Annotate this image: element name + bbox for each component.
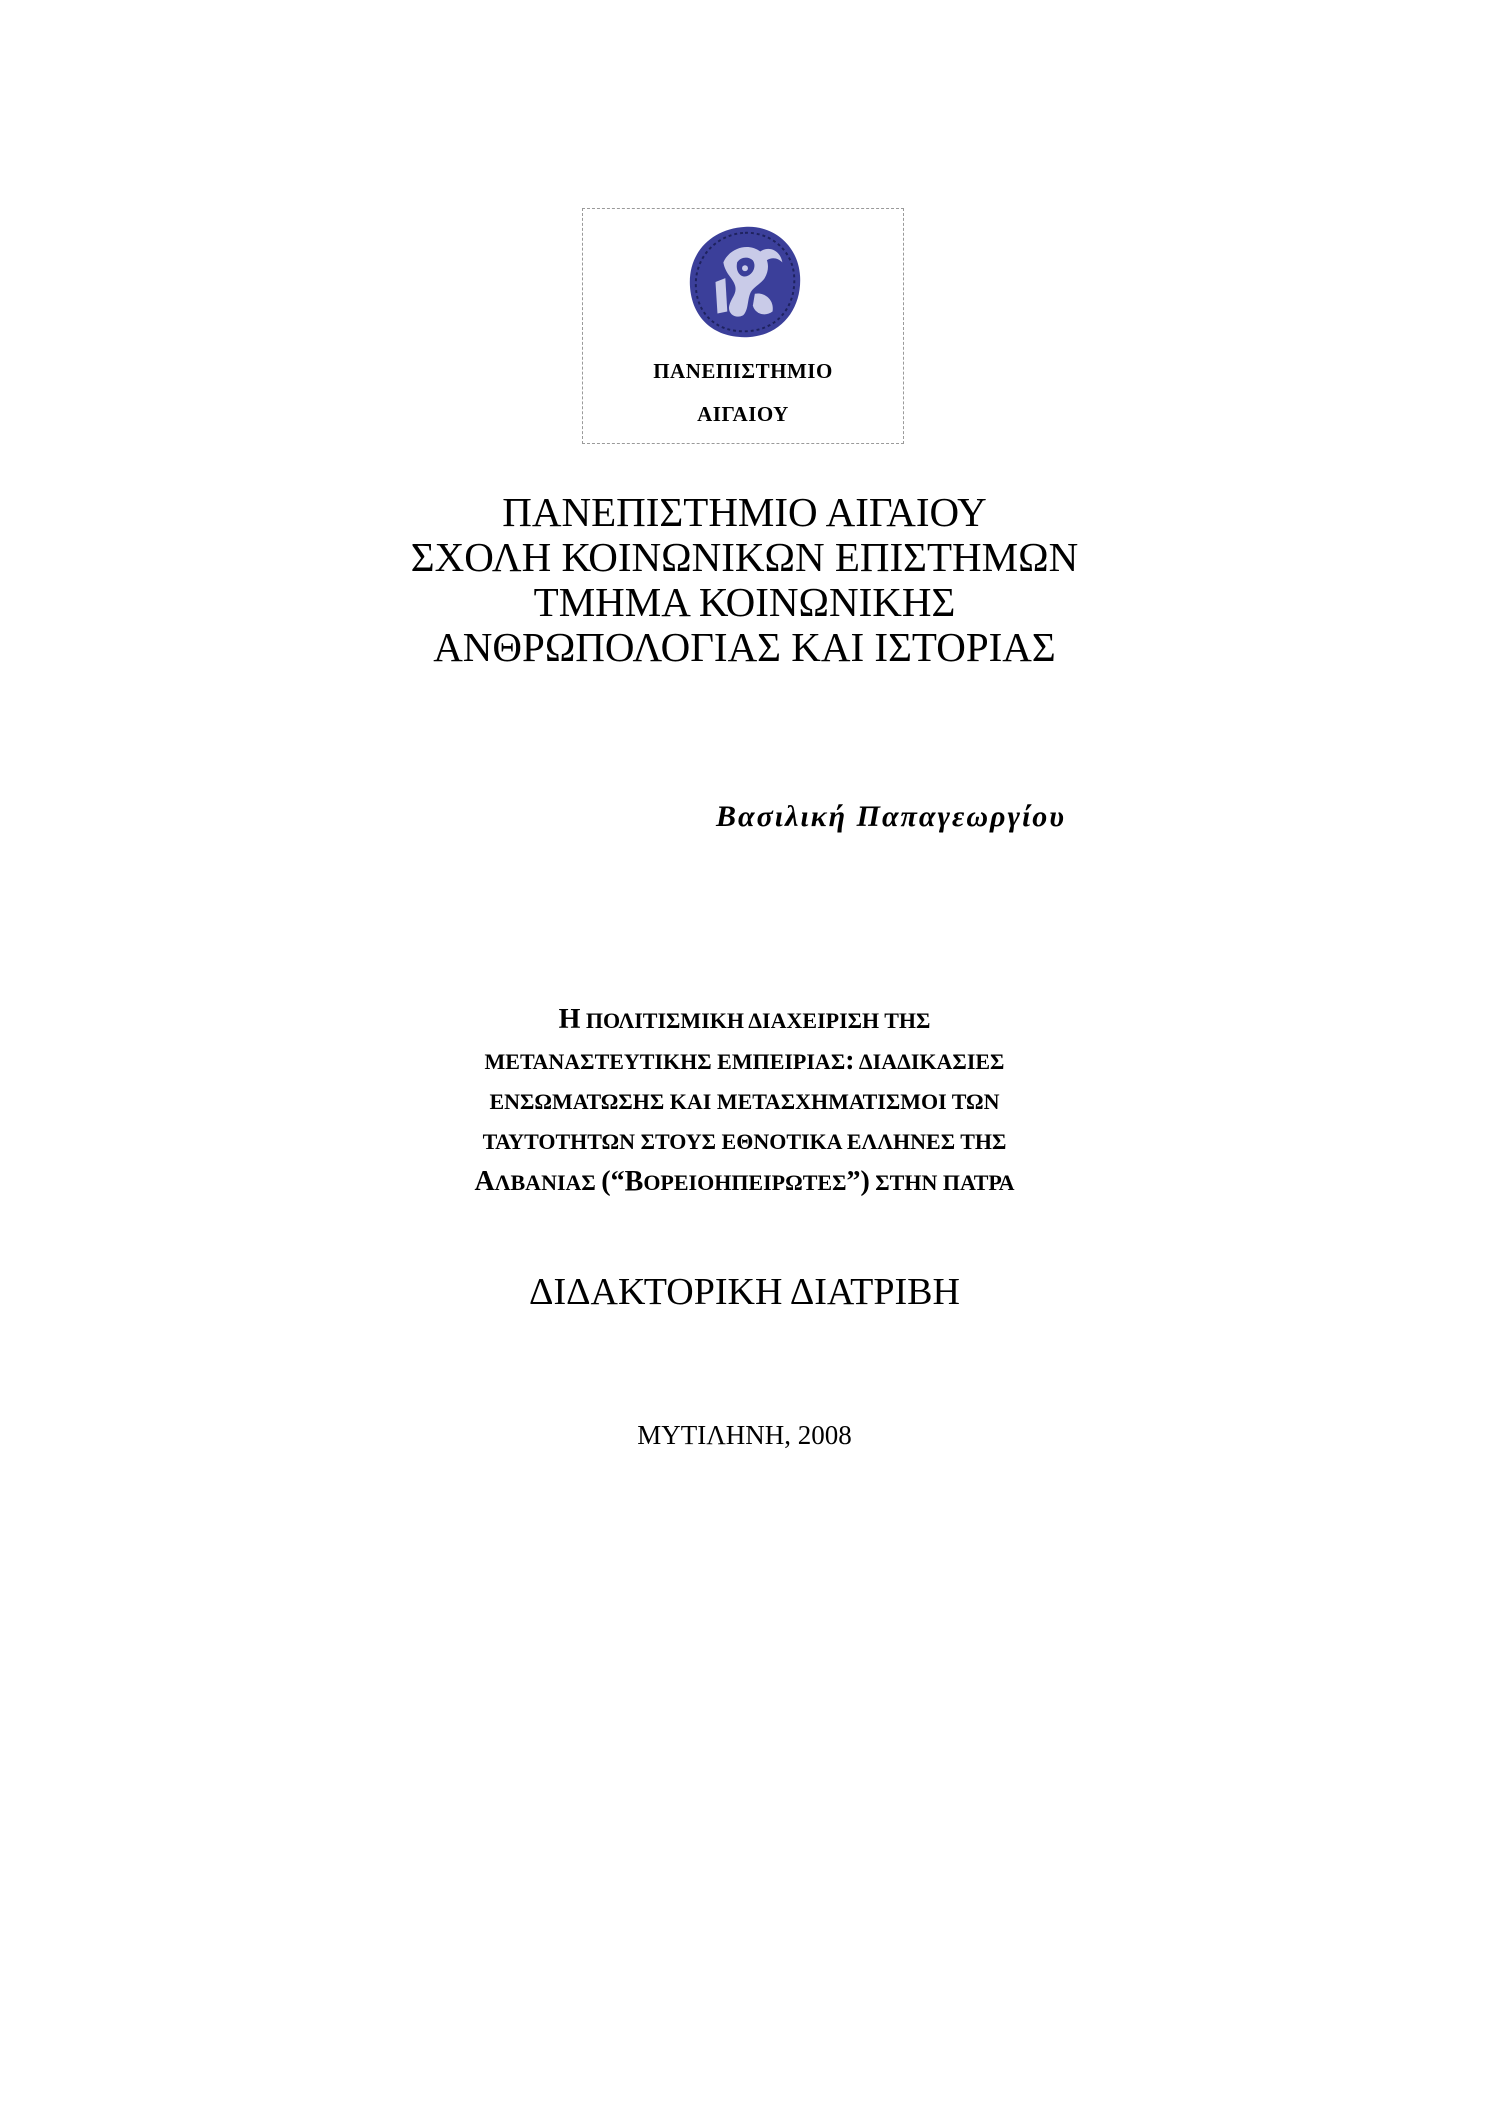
department-name-line-2: ΑΝΘΡΩΠΟΛΟΓΙΑΣ ΚΑΙ ΙΣΤΟΡΙΑΣ bbox=[433, 624, 1056, 670]
institution-heading bbox=[0, 490, 1489, 670]
department-name-line-1: ΤΜΗΜΑ ΚΟΙΝΩΝΙΚΗΣ bbox=[533, 579, 956, 625]
thesis-title bbox=[0, 1000, 1489, 1203]
author-name: Βασιλική Παπαγεωργίου bbox=[716, 800, 1066, 833]
title-close-quote: ”) bbox=[846, 1166, 870, 1197]
place-and-date: ΜΥΤΙΛΗΝΗ, 2008 bbox=[637, 1420, 852, 1450]
university-logo-box bbox=[582, 208, 904, 444]
title-line-5-b: ΟΡΕΙΟΗΠΕΙΡΩΤΕΣ bbox=[643, 1170, 847, 1195]
title-line-2-rest: ΔΙΑΔΙΚΑΣΙΕΣ bbox=[854, 1049, 1005, 1074]
title-colon: : bbox=[845, 1045, 855, 1076]
title-line-5-a: ΛΒΑΝΙΑΣ bbox=[494, 1170, 602, 1195]
title-line-5-cap-1: Α bbox=[474, 1166, 495, 1197]
logo-text-line-1: ΠΑΝΕΠΙΣΤΗΜΙΟ bbox=[653, 359, 833, 383]
university-seal-icon bbox=[686, 223, 804, 341]
thesis-title-line-1 bbox=[0, 1000, 1489, 1041]
title-open-quote: (“ bbox=[601, 1166, 625, 1197]
title-line-5-c: ΣΤΗΝ ΠΑΤΡΑ bbox=[869, 1170, 1015, 1195]
school-name: ΣΧΟΛΗ ΚΟΙΝΩΝΙΚΩΝ ΕΠΙΣΤΗΜΩΝ bbox=[410, 534, 1079, 580]
logo-text-line-2: ΑΙΓΑΙΟΥ bbox=[697, 402, 789, 426]
title-line-2-text: ΜΕΤΑΝΑΣΤΕΥΤΙΚΗΣ ΕΜΠΕΙΡΙΑΣ bbox=[484, 1049, 846, 1074]
thesis-title-line-3: ΕΝΣΩΜΑΤΩΣΗΣ ΚΑΙ ΜΕΤΑΣΧΗΜΑΤΙΣΜΟΙ ΤΩΝ bbox=[489, 1089, 1000, 1114]
title-initial-cap: Η bbox=[558, 1004, 581, 1035]
title-line-5-cap-2: Β bbox=[624, 1166, 644, 1197]
degree-type: ΔΙΔΑΚΤΟΡΙΚΗ ΔΙΑΤΡΙΒΗ bbox=[529, 1271, 960, 1313]
university-name: ΠΑΝΕΠΙΣΤΗΜΙΟ ΑΙΓΑΙΟΥ bbox=[502, 489, 987, 535]
thesis-title-line-2 bbox=[0, 1041, 1489, 1082]
thesis-title-line-4: ΤΑΥΤΟΤΗΤΩΝ ΣΤΟΥΣ ΕΘΝΟΤΙΚΑ ΕΛΛΗΝΕΣ ΤΗΣ bbox=[482, 1129, 1007, 1154]
title-line-1-text: ΠΟΛΙΤΙΣΜΙΚΗ ΔΙΑΧΕΙΡΙΣΗ ΤΗΣ bbox=[580, 1008, 931, 1033]
thesis-title-line-5 bbox=[0, 1162, 1489, 1203]
